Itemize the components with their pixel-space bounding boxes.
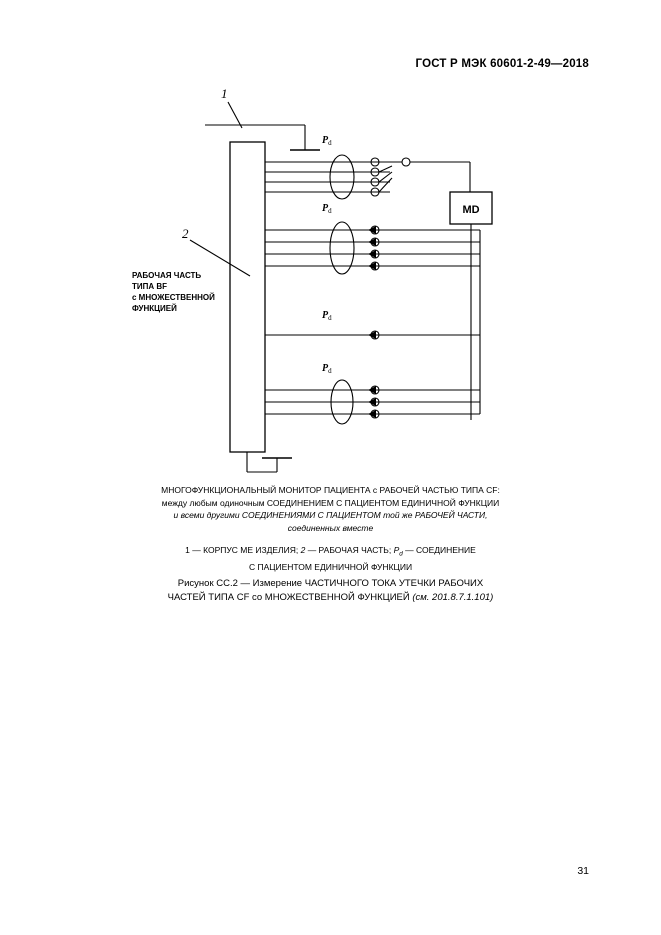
svg-text:Pd: $P_d$ <box>322 135 332 147</box>
figure-title <box>60 577 601 605</box>
legend-item-1: 1 — КОРПУС МЕ ИЗДЕЛИЯ; <box>185 545 301 555</box>
figure-description-line3: и всеми другими СОЕДИНЕНИЯМИ С ПАЦИЕНТОМ той же РАБОЧЕЙ ЧАСТИ, <box>173 510 488 520</box>
figure-title-line1: Рисунок СС.2 — Измерение ЧАСТИЧНОГО ТОКА УТЕЧКИ РАБОЧИХ <box>177 578 484 589</box>
page-number: 31 <box>577 865 589 877</box>
svg-text:Pd: $P_d$ <box>322 310 332 322</box>
svg-text:Pd: $P_d$ <box>322 203 332 215</box>
figure-title-line2 <box>60 591 601 605</box>
figure-title-line2-text: ЧАСТЕЙ ТИПА CF со МНОЖЕСТВЕННОЙ ФУНКЦИЕЙ <box>167 592 413 603</box>
callout-2-label: 2 <box>182 226 189 241</box>
figure-description-line4: соединенных вместе <box>287 522 374 533</box>
callout-1-label: 1 <box>221 86 228 101</box>
legend-item-pd-text: — СОЕДИНЕНИЕ <box>402 545 476 555</box>
figure-legend-line1 <box>60 544 601 561</box>
applied-part-label-line4: ФУНКЦИЕЙ <box>132 304 177 313</box>
figure-description-line2: между любым одиночным СОЕДИНЕНИЕМ С ПАЦИЕНТОМ ЕДИНИЧНОЙ ФУНКЦИИ <box>161 497 500 508</box>
applied-part-label-line3: с МНОЖЕСТВЕННОЙ <box>132 293 215 302</box>
figure-legend-line2: С ПАЦИЕНТОМ ЕДИНИЧНОЙ ФУНКЦИИ <box>248 561 413 572</box>
applied-part-type-label <box>132 270 252 314</box>
md-box-label: MD <box>462 204 480 216</box>
applied-part-label-line1: РАБОЧАЯ ЧАСТЬ <box>132 271 202 280</box>
figure-description <box>60 484 601 534</box>
figure-title-reference: (см. 201.8.7.1.101) <box>412 592 494 603</box>
legend-item-pd-symbol: P <box>393 545 400 555</box>
svg-text:Pd: $P_d$ <box>322 363 332 375</box>
applied-part-label-line2: ТИПА BF <box>132 282 168 291</box>
legend-item-pd-subscript: d <box>399 550 403 558</box>
page-header-standard-number: ГОСТ Р МЭК 60601-2-49—2018 <box>415 58 589 70</box>
figure-legend <box>60 544 601 574</box>
legend-item-2-number: 2 <box>300 545 306 555</box>
legend-item-2-text: — РАБОЧАЯ ЧАСТЬ; <box>305 545 394 555</box>
figure-description-line1: МНОГОФУНКЦИОНАЛЬНЫЙ МОНИТОР ПАЦИЕНТА с РАБОЧЕЙ ЧАСТЬЮ ТИПА CF: <box>161 485 500 495</box>
